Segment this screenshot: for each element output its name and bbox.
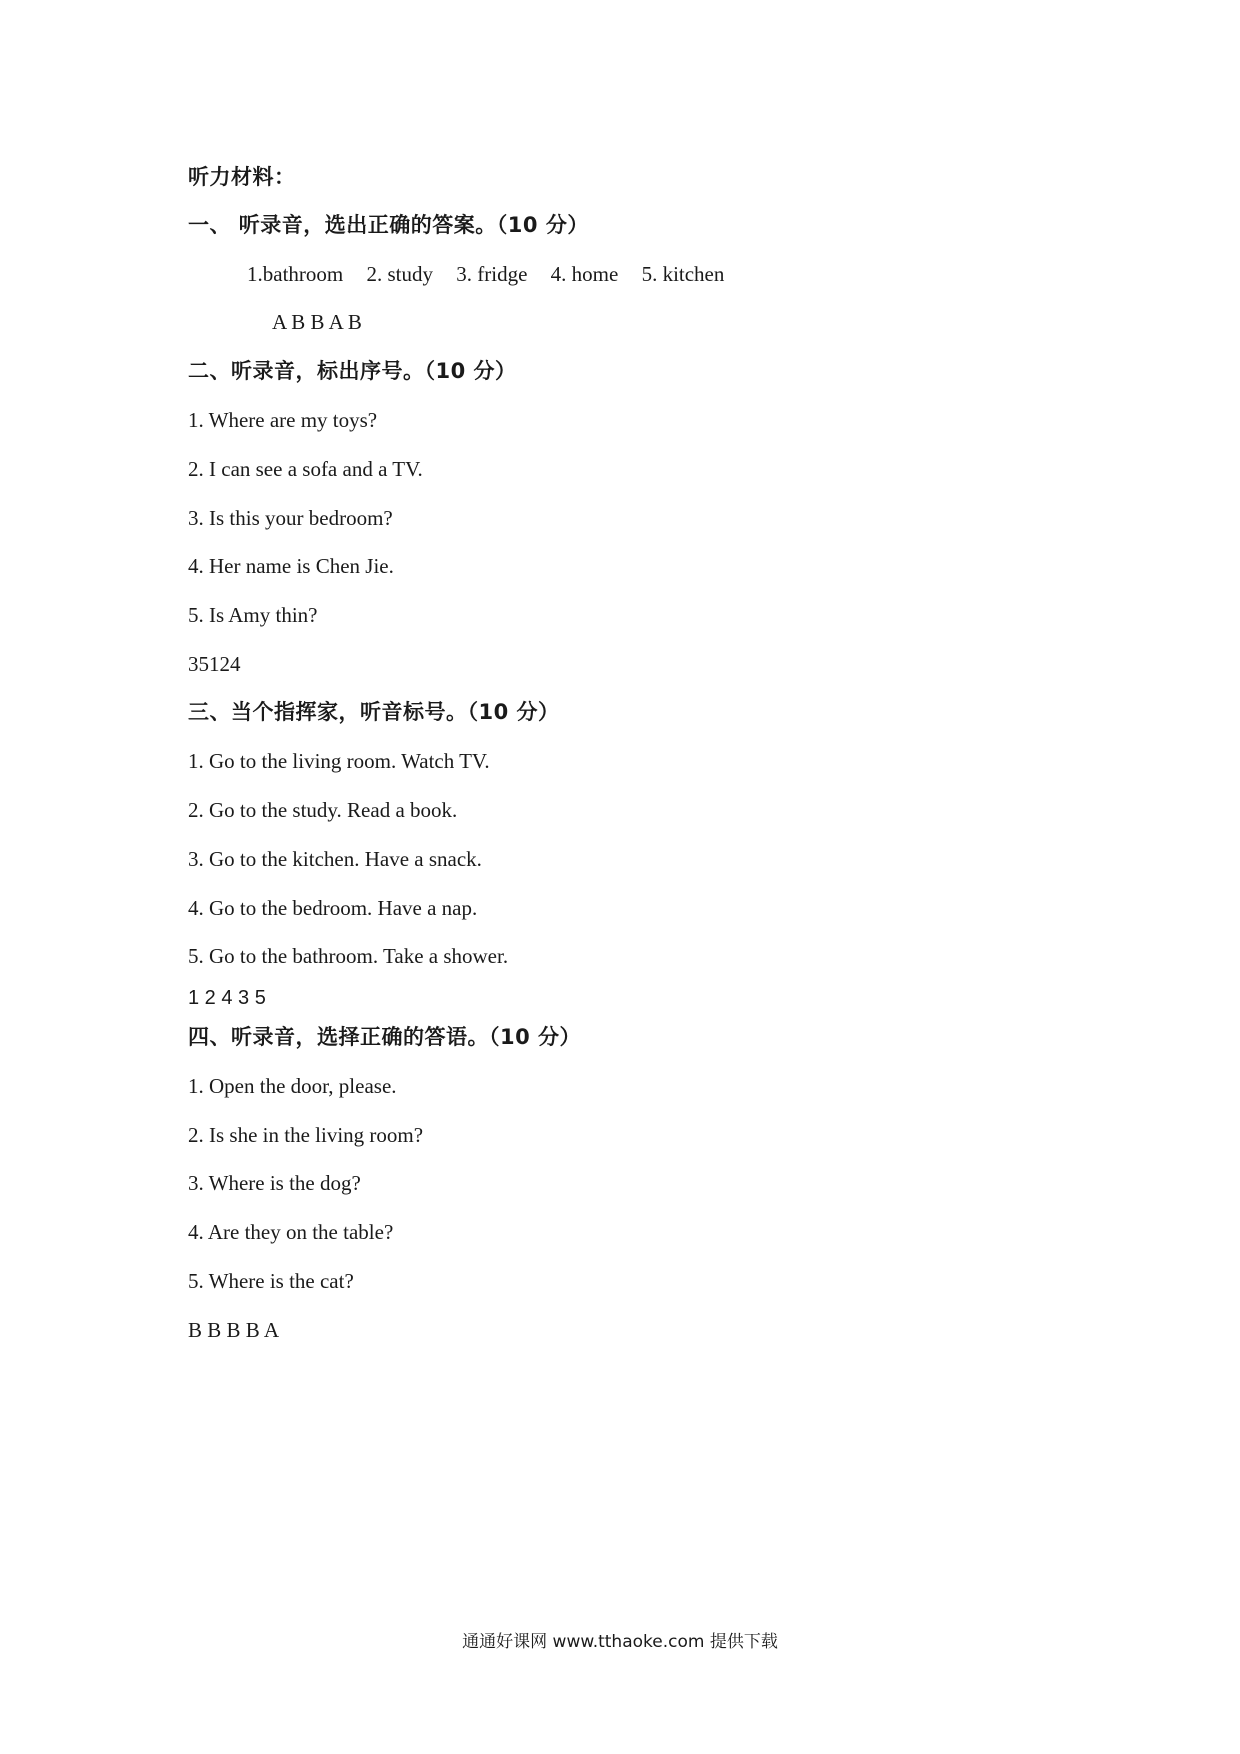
list-item: 2. Is she in the living room? xyxy=(188,1123,424,1147)
word-item: 3. fridge xyxy=(456,262,528,286)
section-3-answer: 1 2 4 3 5 xyxy=(188,987,266,1009)
section-1-answer: A B B A B xyxy=(272,310,362,334)
section-1-word-list xyxy=(247,260,742,288)
section-2-heading: 二、听录音，标出序号。（10 分） xyxy=(188,359,517,383)
list-item: 3. Is this your bedroom? xyxy=(188,506,393,530)
list-item: 5. Where is the cat? xyxy=(188,1269,354,1293)
page-title: 听力材料： xyxy=(188,165,296,189)
section-4-heading: 四、听录音，选择正确的答语。（10 分） xyxy=(188,1025,582,1049)
section-2-answer: 35124 xyxy=(188,652,241,676)
list-item: 4. Go to the bedroom. Have a nap. xyxy=(188,896,478,920)
word-item: 4. home xyxy=(550,262,619,286)
word-item: 2. study xyxy=(366,262,433,286)
list-item: 1. Open the door, please. xyxy=(188,1074,397,1098)
list-item: 3. Go to the kitchen. Have a snack. xyxy=(188,847,482,871)
list-item: 2. Go to the study. Read a book. xyxy=(188,798,458,822)
footer-source-note: 通通好课网 www.tthaoke.com 提供下载 xyxy=(462,1632,778,1652)
section-4-answer: B B B B A xyxy=(188,1318,280,1342)
list-item: 1. Go to the living room. Watch TV. xyxy=(188,749,490,773)
list-item: 4. Are they on the table? xyxy=(188,1220,394,1244)
list-item: 1. Where are my toys? xyxy=(188,408,378,432)
list-item: 3. Where is the dog? xyxy=(188,1171,361,1195)
word-item: 1.bathroom xyxy=(247,262,344,286)
list-item: 5. Go to the bathroom. Take a shower. xyxy=(188,944,509,968)
section-3-heading: 三、当个指挥家，听音标号。（10 分） xyxy=(188,700,560,724)
list-item: 2. I can see a sofa and a TV. xyxy=(188,457,423,481)
list-item: 5. Is Amy thin? xyxy=(188,603,318,627)
list-item: 4. Her name is Chen Jie. xyxy=(188,554,394,578)
section-1-heading: 一、 听录音，选出正确的答案。（10 分） xyxy=(188,213,589,237)
word-item: 5. kitchen xyxy=(641,262,725,286)
